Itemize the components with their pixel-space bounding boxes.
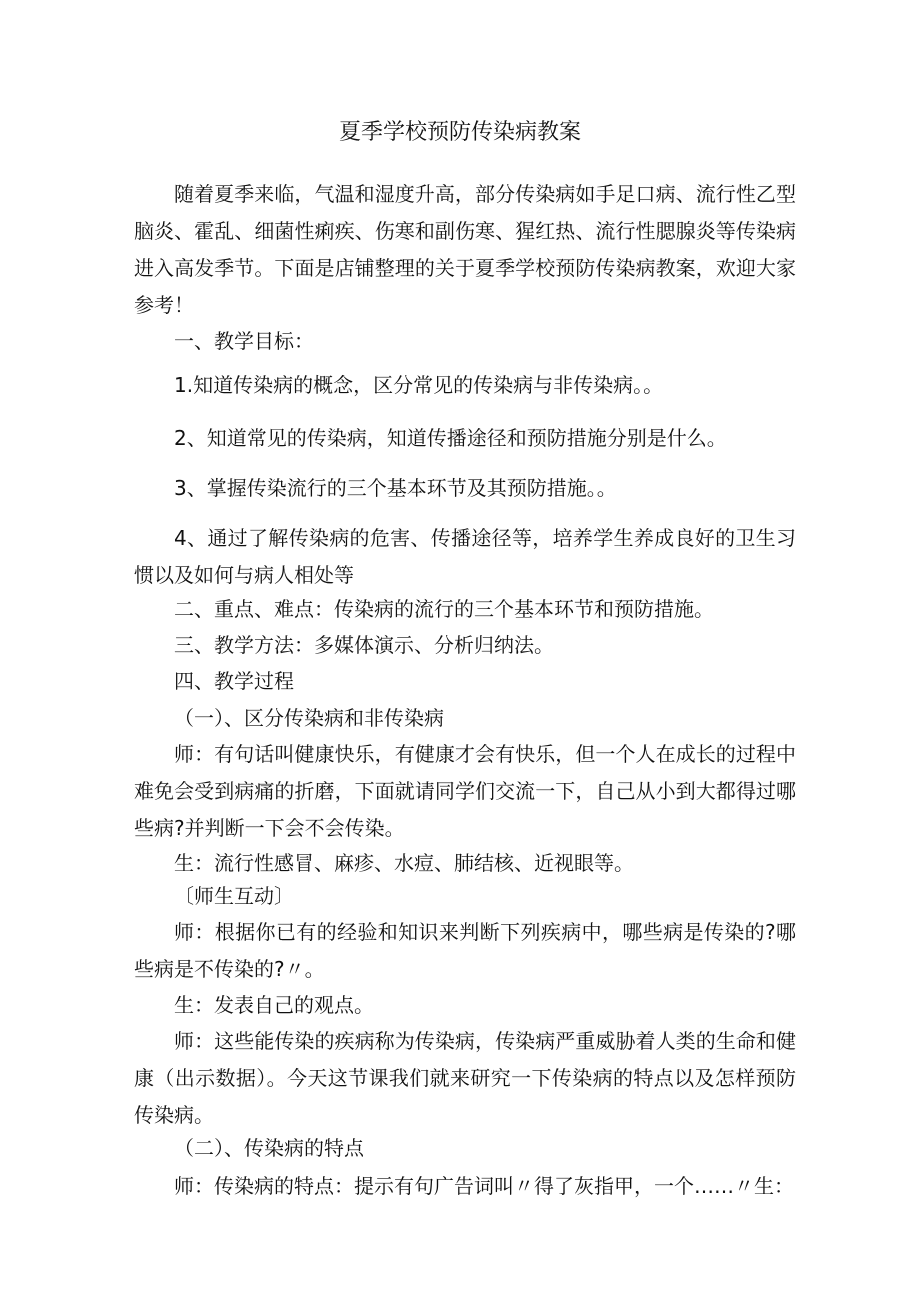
section-heading-process: 四、教学过程 bbox=[174, 669, 294, 693]
section-heading-methods: 三、教学方法：多媒体演示、分析归纳法。 bbox=[174, 633, 554, 657]
dialogue-paragraph: 生：发表自己的观点。 bbox=[174, 993, 374, 1017]
document-title: 夏季学校预防传染病教案 bbox=[338, 120, 581, 145]
interaction-note: 〔师生互动〕 bbox=[174, 884, 294, 908]
objective-item-3: 3、掌握传染流行的三个基本环节及其预防措施。。 bbox=[174, 476, 617, 500]
dialogue-paragraph: 师：根据你已有的经验和知识来判断下列疾病中，哪些病是传染的?哪些病是不传染的?〃。 bbox=[134, 920, 796, 981]
objective-item-1: 1.知道传染病的概念，区分常见的传染病与非传染病。。 bbox=[174, 373, 664, 397]
dialogue-paragraph: 师：有句话叫健康快乐，有健康才会有快乐，但一个人在成长的过程中难免会受到病痛的折磨，下面就请同学们交流一下，自己从小到大都得过哪些病?并判断一下会不会传染。 bbox=[134, 742, 796, 840]
section-heading-key-points: 二、重点、难点：传染病的流行的三个基本环节和预防措施。 bbox=[174, 597, 714, 621]
dialogue-paragraph: 师：传染病的特点：提示有句广告词叫〃得了灰指甲，一个……〃生： bbox=[174, 1174, 794, 1198]
subsection-heading-1: （一）、区分传染病和非传染病 bbox=[174, 706, 444, 730]
section-heading-objectives: 一、教学目标： bbox=[174, 329, 314, 353]
dialogue-paragraph: 师：这些能传染的疾病称为传染病，传染病严重威胁着人类的生命和健康（出示数据）。今天这节课我们就来研究一下传染病的特点以及怎样预防传染病。 bbox=[134, 1029, 796, 1127]
dialogue-paragraph: 生：流行性感冒、麻疹、水痘、肺结核、近视眼等。 bbox=[174, 851, 634, 875]
objective-item-4: 4、通过了解传染病的危害、传播途径等，培养学生养成良好的卫生习惯以及如何与病人相处等 bbox=[134, 526, 796, 587]
subsection-heading-2: （二）、传染病的特点 bbox=[174, 1136, 364, 1160]
objective-item-2: 2、知道常见的传染病，知道传播途径和预防措施分别是什么。 bbox=[174, 426, 727, 450]
intro-paragraph: 随着夏季来临，气温和湿度升高，部分传染病如手足口病、流行性乙型脑炎、霍乱、细菌性痢疾、伤寒和副伤寒、猩红热、流行性腮腺炎等传染病进入高发季节。下面是店铺整理的关于夏季学校预防传染病教案，欢迎大家参考！ bbox=[134, 182, 796, 317]
